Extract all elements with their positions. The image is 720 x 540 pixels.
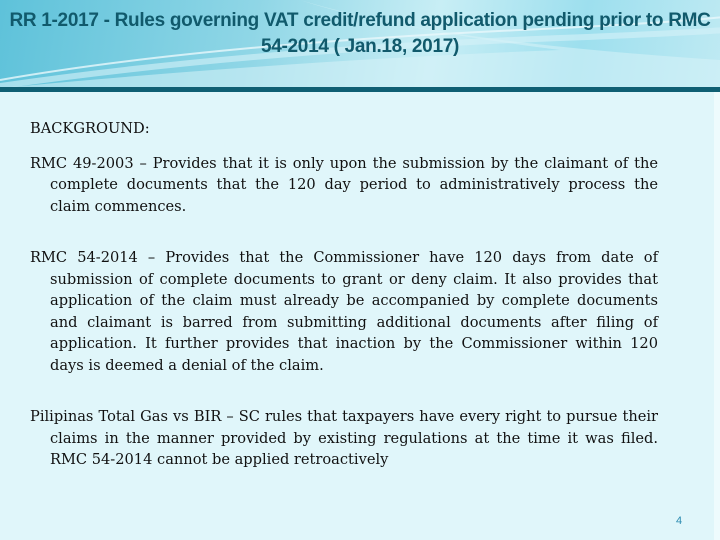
decorative-stripe: [714, 92, 720, 540]
background-heading: BACKGROUND:: [30, 120, 150, 137]
page-number: 4: [676, 515, 683, 527]
slide-body: [30, 118, 658, 501]
paragraph-pilipinas-total-gas: Pilipinas Total Gas vs BIR – SC rules that taxpayers have every right to pursue their claims in the manner provided by existing regulations at the time it was filed. RMC 54-2014 cannot be applied retroactively: [30, 408, 658, 468]
paragraph-rmc-49-2003: RMC 49-2003 – Provides that it is only upon the submission by the claimant of the complete documents that the 120 day period to administratively process the claim commences.: [30, 154, 658, 215]
slide-title: RR 1-2017 - Rules governing VAT credit/refund application pending prior to RMC 54-2014 ( Jan.18, 2017): [9, 10, 711, 57]
header-divider: [0, 87, 720, 92]
paragraph-rmc-54-2014: RMC 54-2014 – Provides that the Commissioner have 120 days from date of submission of complete documents to grant or deny claim. It also provides that application of the claim must already be accompanied by complete documents and claimant is barred from submitting additional documents after filing of application. It further provides that inaction by the Commissioner within 120 days is deemed a denial of the claim.: [30, 249, 658, 374]
